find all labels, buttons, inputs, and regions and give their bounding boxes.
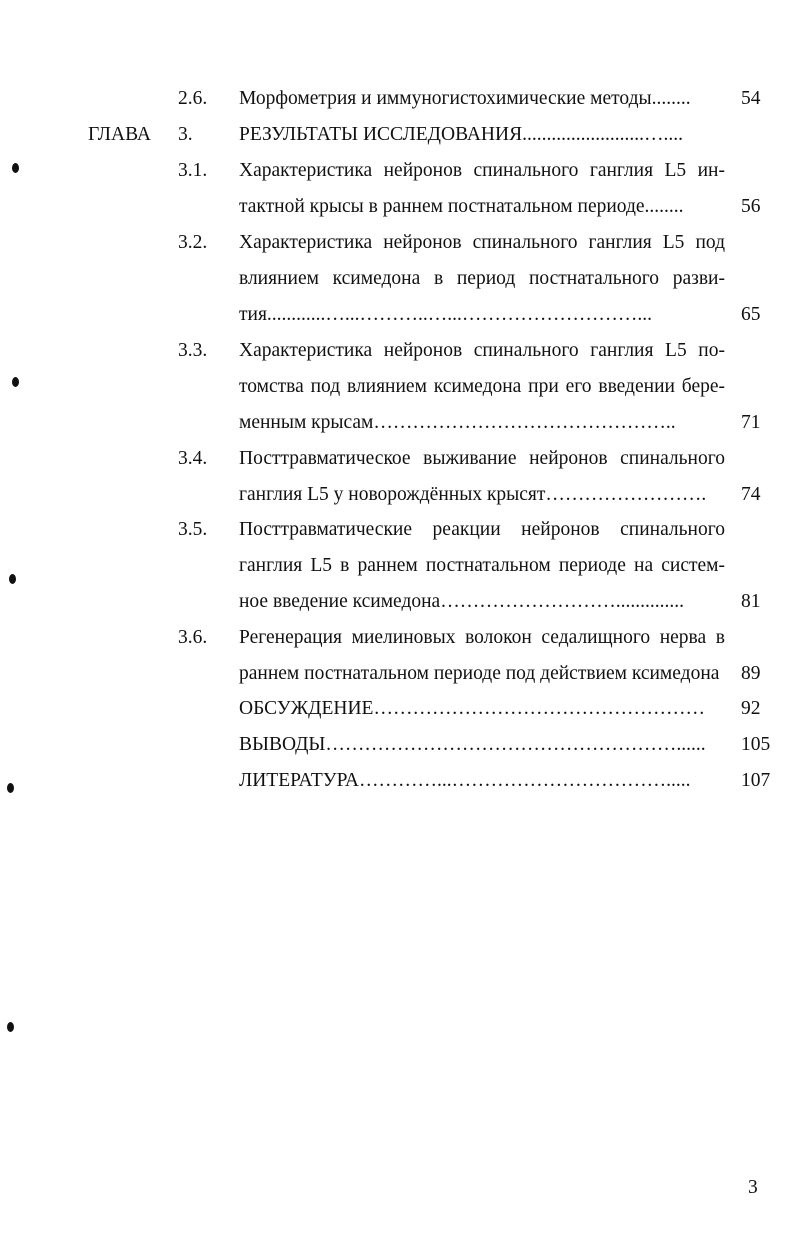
toc-entry-text: ганглия L5 в раннем постнатальном периоде на систем- [239, 555, 725, 576]
toc-entry-text: Характеристика нейронов спинального ганглия L5 под [239, 232, 725, 253]
punch-hole-mark [12, 377, 19, 387]
toc-entry-text: РЕЗУЛЬТАТЫ ИССЛЕДОВАНИЯ.........................….... [239, 124, 683, 145]
toc-page: 54 [741, 88, 761, 109]
toc-entry-text: Характеристика нейронов спинального ганглия L5 ин- [239, 160, 725, 181]
page-number: 3 [748, 1177, 758, 1198]
punch-hole-mark [7, 783, 14, 793]
toc-number: 3.6. [178, 627, 208, 648]
toc-entry-text: Характеристика нейронов спинального ганглия L5 по- [239, 340, 725, 361]
toc-number: 2.6. [178, 88, 208, 109]
chapter-label: ГЛАВА [88, 124, 151, 145]
toc-entry-text: Посттравматическое выживание нейронов спинального [239, 448, 725, 469]
toc-page: 71 [741, 412, 761, 433]
toc-entry-text: влиянием ксимедона в период постнатального разви- [239, 268, 725, 289]
toc-entry-text: Регенерация миелиновых волокон седалищного нерва в [239, 627, 725, 648]
toc-entry-text: томства под влиянием ксимедона при его введении бере- [239, 376, 725, 397]
toc-entry-text: тия............…...………..…...………………………... [239, 304, 653, 325]
toc-entry-text: Морфометрия и иммуногистохимические методы........ [239, 88, 691, 109]
toc-page: 65 [741, 304, 761, 325]
toc-page: 74 [741, 484, 761, 505]
toc-number: 3.4. [178, 448, 208, 469]
toc-number: 3.1. [178, 160, 208, 181]
toc-page: 89 [741, 663, 761, 684]
toc-number: 3.5. [178, 519, 208, 540]
toc-entry-text: ганглия L5 у новорождённых крысят……………………. [239, 484, 707, 505]
toc-page: 92 [741, 698, 761, 719]
toc-entry-text: ОБСУЖДЕНИЕ…………………………………………… [239, 698, 705, 719]
toc-page: 56 [741, 196, 761, 217]
punch-hole-mark [7, 1022, 14, 1032]
toc-page: 105 [741, 734, 771, 755]
toc-page: 107 [741, 770, 771, 791]
punch-hole-mark [9, 574, 16, 584]
toc-entry-text: раннем постнатальном периоде под действием ксимедона [239, 663, 720, 684]
toc-number: 3.2. [178, 232, 208, 253]
toc-entry-text: Посттравматические реакции нейронов спинального [239, 519, 725, 540]
toc-number: 3.3. [178, 340, 208, 361]
toc-entry-text: тактной крысы в раннем постнатальном периоде........ [239, 196, 684, 217]
toc-entry-text: ЛИТЕРАТУРА…………...……………………………..... [239, 770, 691, 791]
punch-hole-mark [12, 163, 19, 173]
toc-entry-text: ВЫВОДЫ………………………………………………...... [239, 734, 706, 755]
toc-entry-text: менным крысам……………………………………….. [239, 412, 676, 433]
toc-number: 3. [178, 124, 193, 145]
toc-page: 81 [741, 591, 761, 612]
toc-entry-text: ное введение ксимедона……………………….............. [239, 591, 684, 612]
